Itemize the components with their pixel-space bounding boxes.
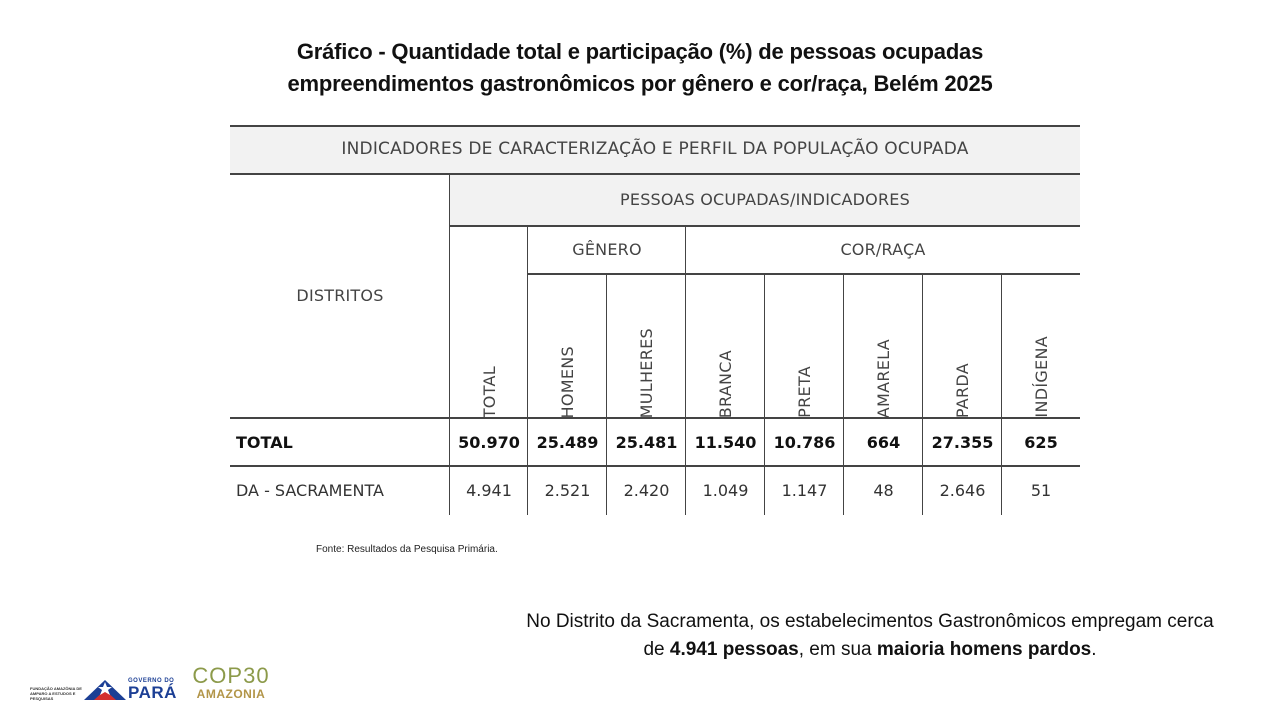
cell-total-amarela: 664 [866, 432, 901, 452]
cell-sac-branca: 1.049 [702, 481, 749, 500]
fapespa-logo-text: FUNDAÇÃO AMAZÔNIA DE AMPARO A ESTUDOS E PESQUISAS [30, 686, 82, 701]
row-header: DISTRITOS [296, 286, 384, 305]
vrule-0 [449, 173, 450, 515]
rule-col-header [230, 417, 1080, 419]
vrule-3 [685, 225, 686, 515]
group-cor-cell [686, 225, 1080, 273]
rule-total-row [230, 465, 1080, 467]
main-header: INDICADORES DE CARACTERIZAÇÃO E PERFIL DA POPULAÇÃO OCUPADA [341, 139, 969, 159]
vrule-2 [606, 273, 607, 515]
cell-sac-total: 4.941 [466, 481, 512, 500]
row-label-total: TOTAL [236, 432, 293, 452]
vrule-1 [527, 225, 528, 515]
cell-total-total: 50.970 [458, 432, 520, 452]
col-header-mulheres: MULHERES [637, 327, 656, 418]
source-note: Fonte: Resultados da Pesquisa Primária. [316, 544, 498, 555]
chart-title [0, 36, 1280, 100]
vrule-5 [843, 273, 844, 515]
note-text-1: No Distrito da Sacramenta, os estabelecimentos Gastronômicos empregam cerca de [526, 611, 1214, 660]
cell-sac-amarela: 48 [873, 481, 894, 500]
vrule-4 [764, 273, 765, 515]
col-header-homens: HOMENS [558, 345, 577, 418]
group-genero: GÊNERO [572, 239, 642, 259]
gov-small: GOVERNO DO [128, 678, 175, 684]
note-bold-2: maioria homens pardos [876, 639, 1092, 660]
note-text-3: . [1091, 639, 1097, 660]
footer-logos [30, 664, 290, 712]
cell-sac-indigena: 51 [1030, 481, 1052, 500]
col-header-total: TOTAL [479, 365, 499, 418]
rule-group-header [528, 273, 1080, 275]
data-table [230, 125, 1080, 515]
rule-top [230, 125, 1080, 127]
cop-line-1: COP30 [192, 663, 270, 688]
rule-sub-header [450, 225, 1080, 227]
summary-note [525, 608, 1215, 664]
sub-header: PESSOAS OCUPADAS/INDICADORES [620, 189, 910, 209]
cop-line-2: AMAZONIA [196, 687, 266, 701]
para-flag-icon [84, 678, 126, 705]
rule-main-header [230, 173, 1080, 175]
title-line-1: Gráfico - Quantidade total e participação (%) de pessoas ocupadas [296, 39, 984, 64]
main-header-cell [230, 125, 1080, 173]
vrule-7 [1001, 273, 1002, 515]
row-label-sacramenta: DA - SACRAMENTA [236, 481, 384, 500]
col-header-preta: PRETA [795, 366, 814, 418]
cell-total-mulheres: 25.481 [615, 432, 678, 452]
cell-total-preta: 10.786 [773, 432, 836, 452]
column-headers [230, 273, 1080, 418]
cell-total-homens: 25.489 [536, 432, 599, 452]
title-line-2: empreendimentos gastronômicos por gênero e cor/raça, Belém 2025 [287, 71, 993, 96]
cell-sac-mulheres: 2.420 [623, 481, 670, 500]
cell-total-parda: 27.355 [931, 432, 994, 452]
note-bold-1: 4.941 pessoas [669, 639, 799, 660]
col-header-indigena: INDÍGENA [1031, 336, 1051, 418]
cell-total-indigena: 625 [1024, 432, 1058, 452]
group-cor: COR/RAÇA [840, 239, 926, 259]
cop30-logo [190, 664, 272, 701]
col-header-parda: PARDA [953, 362, 972, 418]
group-genero-cell [528, 225, 686, 273]
cell-sac-homens: 2.521 [544, 481, 591, 500]
cell-total-branca: 11.540 [694, 432, 757, 452]
cell-sac-preta: 1.147 [781, 481, 828, 500]
col-header-branca: BRANCA [716, 349, 735, 418]
col-header-amarela: AMARELA [874, 338, 893, 418]
cell-sac-parda: 2.646 [939, 481, 986, 500]
sub-header-cell [450, 173, 1080, 225]
gov-para-logo [128, 678, 177, 702]
gov-big: PARÁ [128, 683, 177, 702]
vrule-6 [922, 273, 923, 515]
note-text-2: , em sua [798, 639, 877, 660]
